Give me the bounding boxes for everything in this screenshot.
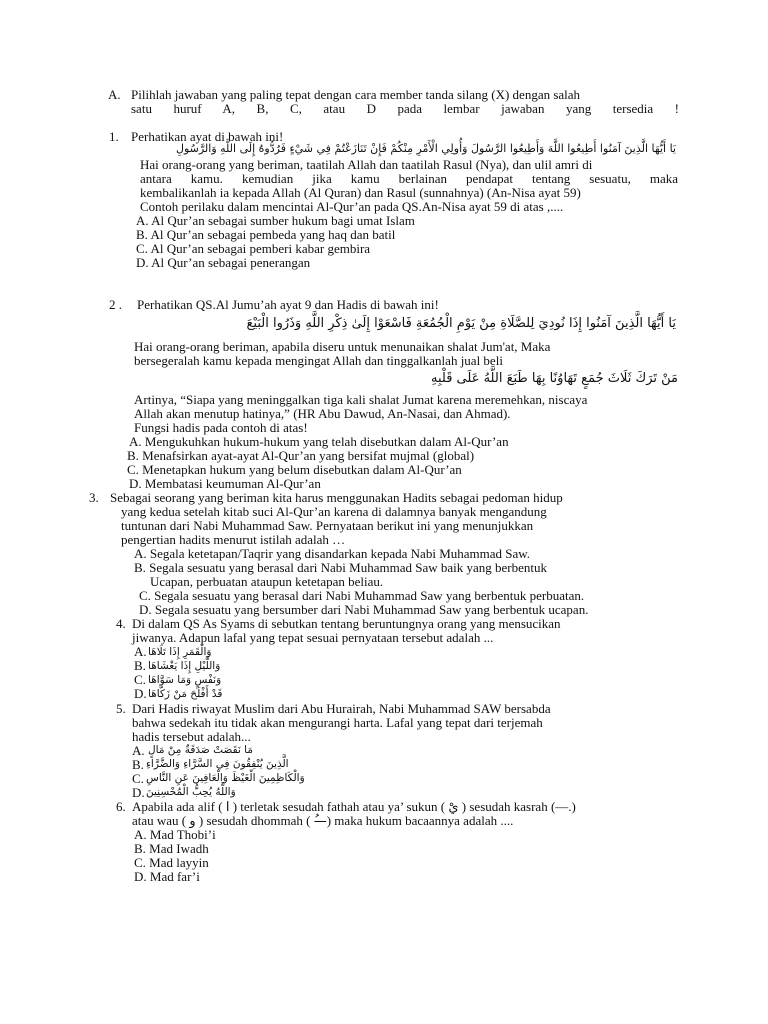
q6-option-c: C. Mad layyin (134, 855, 209, 870)
q2-hadith-translation: Artinya, “Siapa yang meninggalkan tiga kali shalat Jumat karena meremehkan, niscaya (134, 392, 588, 407)
q1-option-d: D. Al Qur’an sebagai penerangan (136, 255, 311, 270)
q6-option-d: D. Mad far’i (134, 869, 200, 884)
q3-option-d: D. Segala sesuatu yang bersumber dari Nabi Muhammad Saw yang berbentuk ucapan. (139, 602, 589, 617)
q3-number: 3. (89, 490, 99, 505)
q3-line: pengertian hadits menurut istilah adalah … (121, 532, 346, 547)
q6-option-a: A. Mad Thobi’i (134, 827, 216, 842)
q5-option-b-arabic: الَّذِينَ يُنْفِقُونَ فِي السَّرَّاءِ وَالضَّرَّاءِ (146, 758, 289, 770)
q2-translation: bersegeralah kamu kepada mengingat Allah dan tinggalkanlah jual beli (134, 353, 503, 368)
q6-number: 6. (116, 799, 126, 814)
q5-option-d-label: D. (132, 785, 145, 800)
q4-option-c-label: C. (134, 672, 146, 687)
q4-line: Di dalam QS As Syams di sebutkan tentang beruntungnya orang yang mensucikan (132, 616, 561, 631)
q2-option-c: C. Menetapkan hukum yang belum disebutkan dalam Al-Qur’an (127, 462, 462, 477)
q1-option-a: A. Al Qur’an sebagai sumber hukum bagi umat Islam (136, 213, 415, 228)
q5-line: bahwa sedekah itu tidak akan mengurangi harta. Lafal yang tepat dari terjemah (132, 715, 543, 730)
q5-number: 5. (116, 701, 126, 716)
q2-arabic-hadith: مَنْ تَرَكَ ثَلَاثَ جُمَعٍ تَهَاوُنًا بِهَا طَبَعَ اللَّهُ عَلَى قَلْبِهِ (431, 371, 678, 386)
q3-option-a: A. Segala ketetapan/Taqrir yang disandarkan kepada Nabi Muhammad Saw. (134, 546, 531, 561)
q2-number: 2 . (109, 297, 122, 312)
instruction-label: A. (108, 87, 121, 102)
q1-line: antara kamu. kemudian jika kamu berlainan pendapat tentang sesuatu, maka (140, 171, 678, 186)
q4-number: 4. (116, 616, 126, 631)
q2-option-b: B. Menafsirkan ayat-ayat Al-Qur’an yang bersifat mujmal (global) (127, 448, 475, 463)
q1-option-c: C. Al Qur’an sebagai pemberi kabar gembira (136, 241, 371, 256)
q5-option-b-label: B. (132, 757, 144, 772)
q5-option-a-arabic: مَا نَقَصَتْ صَدَقَةٌ مِنْ مَالٍ (148, 744, 253, 756)
q2-arabic-verse: يَا أَيُّهَا الَّذِينَ آمَنُوا إِذَا نُودِيَ لِلصَّلَاةِ مِنْ يَوْمِ الْجُمُعَةِ فَاسْعَوْا إِلَىٰ ذِكْرِ اللَّهِ وَذَرُوا الْبَيْعَ (246, 316, 676, 331)
q4-option-b-label: B. (134, 658, 146, 673)
q1-arabic-verse: يَا أَيُّهَا الَّذِينَ آمَنُوا أَطِيعُوا اللَّهَ وَأَطِيعُوا الرَّسُولَ وَأُولِي الْأَمْرِ مِنْكُمْ فَإِنْ تَنَازَعْتُمْ فِي شَيْءٍ فَرُدُّوهُ إِلَى اللَّهِ وَالرَّسُولِ (175, 142, 676, 155)
q1-option-b: B. Al Qur’an sebagai pembeda yang haq dan batil (136, 227, 396, 242)
q3-option-b-cont: Ucapan, perbuatan ataupun ketetapan beliau. (150, 574, 384, 589)
q5-line: hadis tersebut adalah... (132, 729, 251, 744)
q2-translation: Hai orang-orang beriman, apabila diseru untuk menunaikan shalat Jum'at, Maka (134, 339, 551, 354)
q3-line: yang kedua setelah kitab suci Al-Qur’an karena di dalamnya banyak mengandung (121, 504, 547, 519)
q3-option-b: B. Segala sesuatu yang berasal dari Nabi Muhammad Saw baik yang berbentuk (134, 560, 547, 575)
q4-line: jiwanya. Adapun lafal yang tepat sesuai pernyataan tersebut adalah ... (132, 630, 494, 645)
q6-line: atau wau ( و ) sesudah dhommah ( —ُ) maka hukum bacaannya adalah .... (132, 813, 514, 828)
q4-option-a-label: A. (134, 644, 147, 659)
q5-line: Dari Hadis riwayat Muslim dari Abu Hurairah, Nabi Muhammad SAW bersabda (132, 701, 551, 716)
q3-line: tuntunan dari Nabi Muhammad Saw. Pernyataan berikut ini yang menunjukkan (121, 518, 534, 533)
q5-option-d-arabic: وَاللَّهُ يُحِبُّ الْمُحْسِنِينَ (146, 786, 236, 798)
instruction-line-1: Pilihlah jawaban yang paling tepat dengan cara member tanda silang (X) dengan salah (131, 87, 581, 102)
q3-option-c: C. Segala sesuatu yang berasal dari Nabi Muhammad Saw yang berbentuk perbuatan. (139, 588, 585, 603)
q2-hadith-translation: Allah akan menutup hatinya,” (HR Abu Dawud, An-Nasai, dan Ahmad). (134, 406, 511, 421)
q6-line: Apabila ada alif ( ا ) terletak sesudah fathah atau ya’ sukun ( يْ ) sesudah kasrah (—.) (132, 799, 576, 814)
q5-option-a-label: A. (132, 743, 145, 758)
q2-option-a: A. Mengukuhkan hukum-hukum yang telah disebutkan dalam Al-Qur’an (129, 434, 509, 449)
instruction-line-2: satu huruf A, B, C, atau D pada lembar jawaban yang tersedia ! (131, 101, 679, 116)
q4-option-b-arabic: وَاللَّيْلِ إِذَا يَغْشَاهَا (148, 660, 221, 672)
q5-option-c-arabic: وَالْكَاظِمِينَ الْغَيْظَ وَالْعَافِينَ عَنِ النَّاسِ (146, 772, 305, 784)
q1-line: Hai orang-orang yang beriman, taatilah Allah dan taatilah Rasul (Nya), dan ulil amri di (140, 157, 593, 172)
q1-number: 1. (109, 129, 119, 144)
q4-option-a-arabic: وَالْقَمَرِ إِذَا تَلَاهَا (148, 646, 212, 658)
q1-line: kembalikanlah ia kepada Allah (Al Quran) dan Rasul (sunnahnya) (An-Nisa ayat 59) (140, 185, 581, 200)
q5-option-c-label: C. (132, 771, 144, 786)
q4-option-d-label: D. (134, 686, 147, 701)
q2-option-d: D. Membatasi keumuman Al-Qur’an (129, 476, 321, 491)
q4-option-d-arabic: قَدْ أَفْلَحَ مَنْ زَكَّاهَا (148, 688, 223, 700)
q1-question: Contoh perilaku dalam mencintai Al-Qur’an pada QS.An-Nisa ayat 59 di atas ,.... (140, 199, 564, 214)
q2-prompt: Perhatikan QS.Al Jumu’ah ayat 9 dan Hadis di bawah ini! (137, 297, 439, 312)
q1-prompt: Perhatikan ayat di bawah ini! (131, 129, 284, 144)
q4-option-c-arabic: وَنَفْسٍ وَمَا سَوَّاهَا (148, 674, 222, 686)
q6-option-b: B. Mad Iwadh (134, 841, 209, 856)
q2-question: Fungsi hadis pada contoh di atas! (134, 420, 308, 435)
q3-line: Sebagai seorang yang beriman kita harus menggunakan Hadits sebagai pedoman hidup (110, 490, 563, 505)
